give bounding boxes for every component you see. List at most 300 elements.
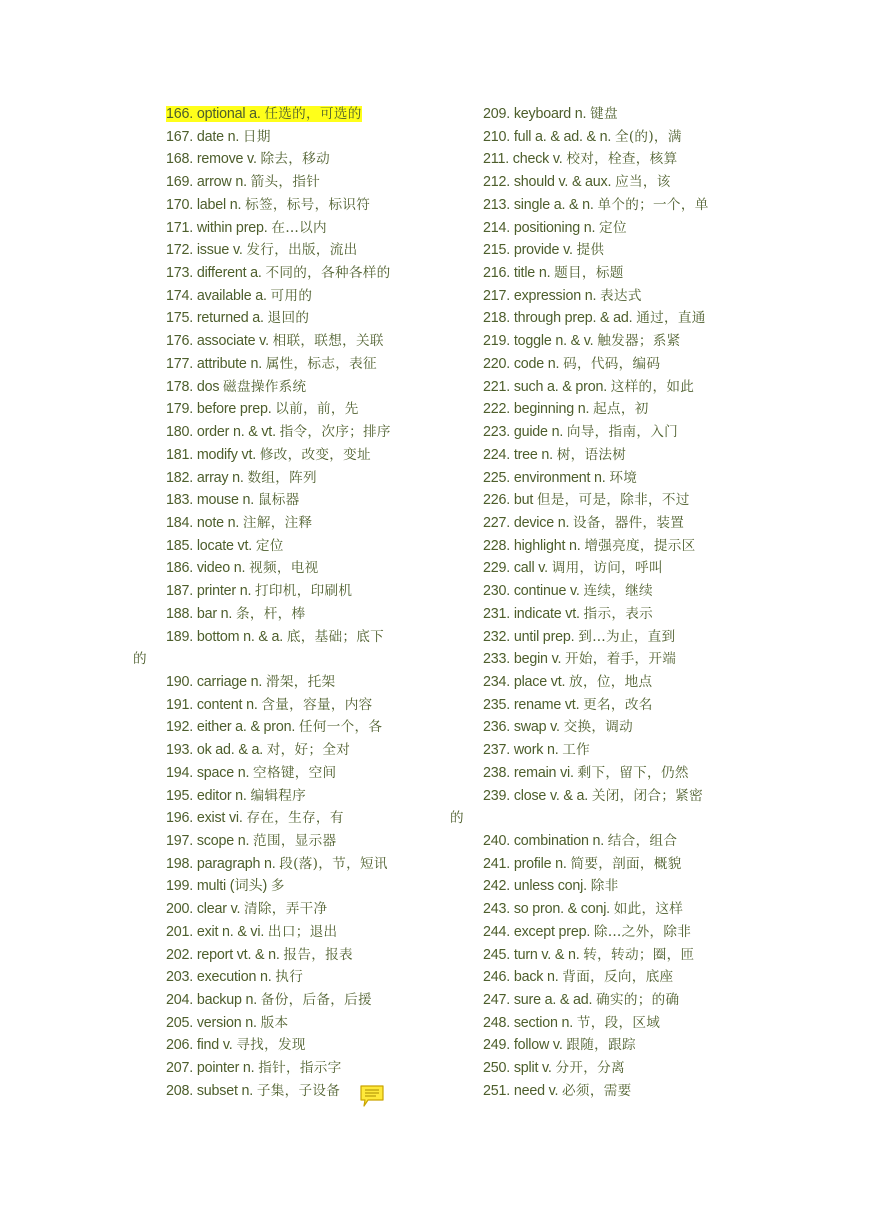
entry-definition: 连续，继续 [583,583,653,600]
entry-number: 219. [483,333,511,350]
entry-word: toggle n. & v. [513,333,594,350]
entry-content [483,992,679,1008]
vocab-entry [450,512,750,535]
entry-definition: 分开，分离 [555,1060,625,1077]
entry-definition: 必须，需要 [562,1082,632,1099]
entry-number: 170. [166,196,194,213]
entry-definition: 版本 [260,1014,289,1031]
entry-definition: 空格键，空间 [253,764,337,781]
entry-definition: 可用的 [270,287,313,304]
vocab-entry [450,103,750,126]
entry-word: video n. [196,560,246,577]
entry-number: 223. [483,424,511,441]
entry-word: date n. [196,128,240,145]
entry-word: positioning n. [513,219,596,236]
entry-number: 233. [483,651,511,668]
entry-definition: 除…之外，除非 [593,923,692,940]
entry-content [483,560,663,576]
entry-number: 211. [483,151,509,168]
entry-number: 185. [166,537,194,554]
entry-word: so pron. & conj. [513,901,610,918]
entry-number: 214. [483,219,511,236]
vocab-entry [450,557,750,580]
entry-definition: 单个的；一个，单 [597,196,709,213]
entry-number: 239. [483,787,511,804]
entry-word: unless conj. [513,878,587,895]
entry-definition: 节，段，区域 [576,1014,661,1031]
entry-number: 236. [483,719,511,736]
entry-definition: 但是，可是，除非，不过 [536,492,690,509]
entry-content [483,606,653,622]
entry-number: 199. [166,878,194,895]
entry-word: issue v. [196,242,243,259]
entry-content [166,788,306,804]
entry-word: report vt. & n. [196,946,280,963]
entry-word: should v. & aux. [513,174,612,191]
entry-definition: 寻找，发现 [236,1037,306,1054]
entry-number: 250. [483,1060,511,1077]
entry-definition: 退回的 [267,310,310,327]
entry-content [166,878,285,894]
entry-content [166,220,327,236]
entry-number: 169. [166,174,194,191]
vocab-entry [450,239,750,262]
entry-number: 221. [483,378,511,395]
entry-number: 203. [166,969,194,986]
entry-number: 206. [166,1037,194,1054]
entry-definition: 对，好；全对 [266,742,351,759]
entry-word: ok ad. & a. [196,742,263,759]
entry-definition: 在…以内 [271,219,327,236]
entry-definition: 放，位，地点 [569,673,653,690]
entry-content [166,379,306,395]
entry-content [483,833,677,849]
entry-number: 231. [483,605,511,622]
entry-number: 226. [483,492,511,509]
entry-word: remove v. [196,151,257,168]
entry-number: 227. [483,514,511,531]
entry-content [483,151,677,167]
entry-definition: 修改，改变，变址 [259,446,371,463]
entry-word: check v. [512,151,563,168]
entry-definition: 底，基础；底下 [286,628,385,645]
right-column [450,103,750,1103]
entry-content [166,1037,306,1053]
entry-number: 172. [166,242,194,259]
vocab-entry [133,557,433,580]
vocab-entry [133,421,433,444]
entry-content [166,356,377,372]
entry-content [483,719,633,735]
entry-definition: 如此，这样 [613,901,684,918]
vocab-entry [133,376,433,399]
entry-definition: 转，转动；圈，匝 [583,946,695,963]
vocab-entry [450,217,750,240]
entry-number: 246. [483,969,511,986]
entry-number: 232. [483,628,511,645]
entry-number: 191. [166,696,194,713]
entry-number: 187. [166,583,194,600]
entry-number: 192. [166,719,194,736]
entry-content [166,833,336,849]
entry-content [483,424,678,440]
vocab-entry [133,1080,433,1103]
vocab-entry [133,398,433,421]
entry-word: begin v. [513,651,562,668]
entry-definition: 除非 [590,878,619,895]
vocab-entry [133,739,433,762]
entry-word: available a. [196,287,267,304]
entry-definition: 条，杆，棒 [235,605,306,622]
entry-word: clear v. [196,901,241,918]
vocab-entry [133,148,433,171]
entry-word: exit n. & vi. [196,923,265,940]
vocab-entry [133,262,433,285]
vocab-entry [450,739,750,762]
entry-number: 181. [166,446,194,463]
entry-word: modify vt. [196,446,256,463]
vocab-entry [450,467,750,490]
vocab-entry [450,762,750,785]
vocab-entry [450,262,750,285]
entry-content [483,697,653,713]
entry-word: subset n. [196,1082,254,1099]
entry-definition: 日期 [242,128,271,145]
entry-definition: 范围，显示器 [253,833,337,849]
entry-content [483,924,691,940]
vocab-entry [450,875,750,898]
entry-content [483,1015,660,1031]
entry-content [166,810,344,826]
entry-word: title n. [513,265,551,282]
entry-definition: 含量，容量，内容 [261,696,373,713]
vocab-entry [450,285,750,308]
entry-number: 220. [483,355,511,372]
entry-content [483,629,675,645]
entry-word: highlight n. [513,537,581,554]
entry-definition: 定位 [255,537,284,554]
entry-definition: 执行 [275,969,304,986]
entry-content [166,288,312,304]
entry-word: attribute n. [196,355,262,372]
entry-number: 202. [166,946,194,963]
entry-number: 180. [166,424,194,441]
entry-content [166,242,358,258]
entry-word: single a. & n. [513,196,594,213]
entry-number: 228. [483,537,511,554]
entry-word: device n. [513,514,570,531]
entry-content [166,106,362,122]
entry-content [166,583,352,599]
entry-word: backup n. [196,992,258,1009]
vocab-entry [450,1057,750,1080]
entry-word: continue v. [513,583,580,600]
entry-content [166,1015,288,1031]
entry-content [483,379,694,395]
entry-number: 237. [483,742,511,759]
vocab-entry [133,807,433,830]
vocab-entry [450,171,750,194]
entry-number: 194. [166,764,194,781]
entry-number: 178. [166,378,194,395]
entry-word: mouse n. [196,492,255,509]
entry-definition: 除去，移动 [260,151,330,168]
entry-definition: 跟随，跟踪 [566,1037,636,1054]
entry-word: beginning n. [513,401,590,418]
entry-word: exist vi. [196,810,243,827]
entry-definition: 码，代码，编码 [563,355,661,372]
entry-number: 249. [483,1037,511,1054]
entry-number: 193. [166,742,194,759]
entry-definition: 箭头，指针 [250,174,321,191]
entry-definition: 定位 [599,219,627,236]
entry-content [483,765,689,781]
entry-number: 186. [166,560,194,577]
entry-content [166,265,391,281]
entry-content [166,765,336,781]
entry-definition: 指针，指示字 [258,1060,342,1077]
entry-word: need v. [513,1082,559,1099]
entry-definition: 全(的)，满 [614,128,682,145]
entry-definition: 任选的，可选的 [264,106,362,122]
vocab-entry [133,307,433,330]
entry-content [166,629,384,645]
entry-content [483,242,604,258]
entry-definition: 提供 [576,242,605,259]
entry-content [483,674,652,690]
entry-wrap-text: 的 [133,651,147,668]
vocab-entry [450,398,750,421]
entry-number: 183. [166,492,194,509]
entry-number: 241. [483,855,511,872]
entry-content [483,583,653,599]
entry-content [166,310,309,326]
entry-word: sure a. & ad. [513,992,593,1009]
entry-content [166,674,335,690]
entry-definition: 这样的，如此 [610,378,695,395]
vocab-entry [133,671,433,694]
entry-definition: 确实的；的确 [596,992,680,1009]
entry-definition: 剩下，留下，仍然 [577,764,689,781]
vocab-entry [133,603,433,626]
entry-word: order n. & vt. [196,424,276,441]
entry-number: 222. [483,401,511,418]
vocab-entry [133,217,433,240]
entry-content [483,356,660,372]
entry-content [166,856,388,872]
entry-content [483,333,681,349]
vocab-entry [133,853,433,876]
vocab-entry [450,898,750,921]
entry-definition: 属性，标志，表征 [265,355,377,372]
entry-definition: 指示，表示 [583,605,654,622]
vocab-entry [450,1012,750,1035]
vocab-entry [133,353,433,376]
entry-word: carriage n. [196,673,263,690]
entry-wrap-text: 的 [450,810,464,827]
vocab-entry [450,580,750,603]
vocab-entry [133,785,433,808]
vocab-entry [133,512,433,535]
entry-content [483,470,637,486]
entry-number: 230. [483,583,511,600]
entry-definition: 结合，组合 [607,833,678,849]
entry-word: full a. & ad. & n. [513,128,612,145]
entry-word: different a. [196,265,262,282]
vocab-entry [450,194,750,217]
entry-number: 218. [483,310,511,327]
vocab-entry [133,194,433,217]
entry-word: swap v. [513,719,560,736]
entry-word: content n. [196,696,258,713]
entry-definition: 环境 [609,469,638,486]
entry-definition: 更名，改名 [583,696,653,713]
entry-definition: 通过，直通 [636,310,706,327]
entry-number: 204. [166,992,194,1009]
entry-definition: 键盘 [590,106,618,122]
entry-word: keyboard n. [513,106,587,122]
entry-number: 182. [166,469,194,486]
entry-word: work n. [513,742,559,759]
entry-definition: 设备，器件，装置 [573,514,685,531]
entry-definition: 校对，栓查，核算 [566,151,678,168]
entry-definition: 发行，出版，流出 [246,242,358,259]
entry-content [483,901,683,917]
entry-number: 197. [166,833,194,849]
entry-number: 166. [166,106,194,122]
vocab-entry [450,603,750,626]
entry-word: bottom n. & a. [196,628,284,645]
entry-content [483,1037,636,1053]
vocab-entry [450,830,750,853]
entry-content [483,265,624,281]
vocab-entry [133,1057,433,1080]
entry-number: 176. [166,333,194,350]
entry-word: call v. [513,560,548,577]
entry-wrap-line [450,807,750,830]
entry-content [483,401,649,417]
entry-content [483,310,706,326]
entry-definition: 调用，访问，呼叫 [551,560,663,577]
entry-definition: 任何一个，各 [298,719,383,736]
entry-number: 177. [166,355,194,372]
entry-number: 207. [166,1060,194,1077]
vocab-entry [133,875,433,898]
entry-word: before prep. [196,401,272,418]
entry-word: locate vt. [196,537,253,554]
entry-number: 240. [483,833,511,849]
entry-word: rename vt. [513,696,580,713]
vocab-entry [450,648,750,671]
vocab-entry [133,103,433,126]
entry-word: optional a. [196,106,261,122]
entry-word: guide n. [513,424,564,441]
entry-word: scope n. [196,833,250,849]
entry-content [166,901,327,917]
vocab-entry [450,671,750,694]
entry-word: bar n. [196,605,233,622]
entry-content [483,515,684,531]
entry-word: back n. [513,969,559,986]
entry-definition: 题目，标题 [554,265,624,282]
vocab-entry [450,626,750,649]
entry-definition: 磁盘操作系统 [223,378,307,395]
entry-definition: 存在，生存，有 [246,810,344,827]
entry-number: 225. [483,469,511,486]
entry-word: through prep. & ad. [513,310,633,327]
entry-word: note n. [196,514,240,531]
entry-definition: 开始，着手，开端 [565,651,677,668]
entry-word: provide v. [513,242,573,259]
entry-number: 201. [166,923,194,940]
entry-definition: 注解，注释 [242,514,313,531]
entry-definition: 滑架，托架 [265,673,336,690]
entry-content [483,742,590,758]
left-column [133,103,433,1103]
entry-content [166,424,391,440]
entry-number: 188. [166,605,194,622]
entry-number: 213. [483,196,511,213]
entry-word: label n. [196,196,242,213]
vocab-entry [133,239,433,262]
entry-word: pointer n. [196,1060,255,1077]
entry-content [483,197,709,213]
vocab-entry [450,716,750,739]
vocab-entry [133,126,433,149]
entry-number: 229. [483,560,511,577]
entry-number: 243. [483,901,511,918]
vocab-entry [450,444,750,467]
entry-content [166,333,384,349]
entry-content [166,447,371,463]
entry-number: 242. [483,878,511,895]
entry-definition: 视频，电视 [249,560,319,577]
entry-wrap-line [133,648,433,671]
entry-content [166,401,359,417]
entry-number: 208. [166,1082,194,1099]
entry-word: arrow n. [196,174,247,191]
vocab-entry [450,330,750,353]
entry-word: multi (词头) [196,878,268,895]
entry-content [166,742,350,758]
comment-bubble-icon[interactable] [359,1084,385,1108]
vocab-entry [133,444,433,467]
vocab-entry [450,148,750,171]
vocab-entry [450,421,750,444]
entry-number: 195. [166,787,194,804]
entry-definition: 报告，报表 [283,946,353,963]
entry-word: returned a. [196,310,264,327]
entry-content [483,106,618,122]
entry-word: dos [196,378,220,395]
entry-word: split v. [513,1060,552,1077]
entry-word: array n. [196,469,244,486]
entry-content [166,129,271,145]
vocab-entry [450,694,750,717]
entry-definition: 向导，指南，入门 [566,424,679,441]
entry-word: section n. [513,1014,574,1031]
vocab-entry [133,716,433,739]
vocab-entry [133,1012,433,1035]
entry-content [166,924,337,940]
entry-number: 196. [166,810,194,827]
vocab-entry [450,307,750,330]
entry-content [483,878,619,894]
entry-definition: 打印机，印刷机 [255,583,353,600]
vocab-entry [450,785,750,808]
entry-definition: 鼠标器 [257,492,300,509]
entry-content [166,992,372,1008]
